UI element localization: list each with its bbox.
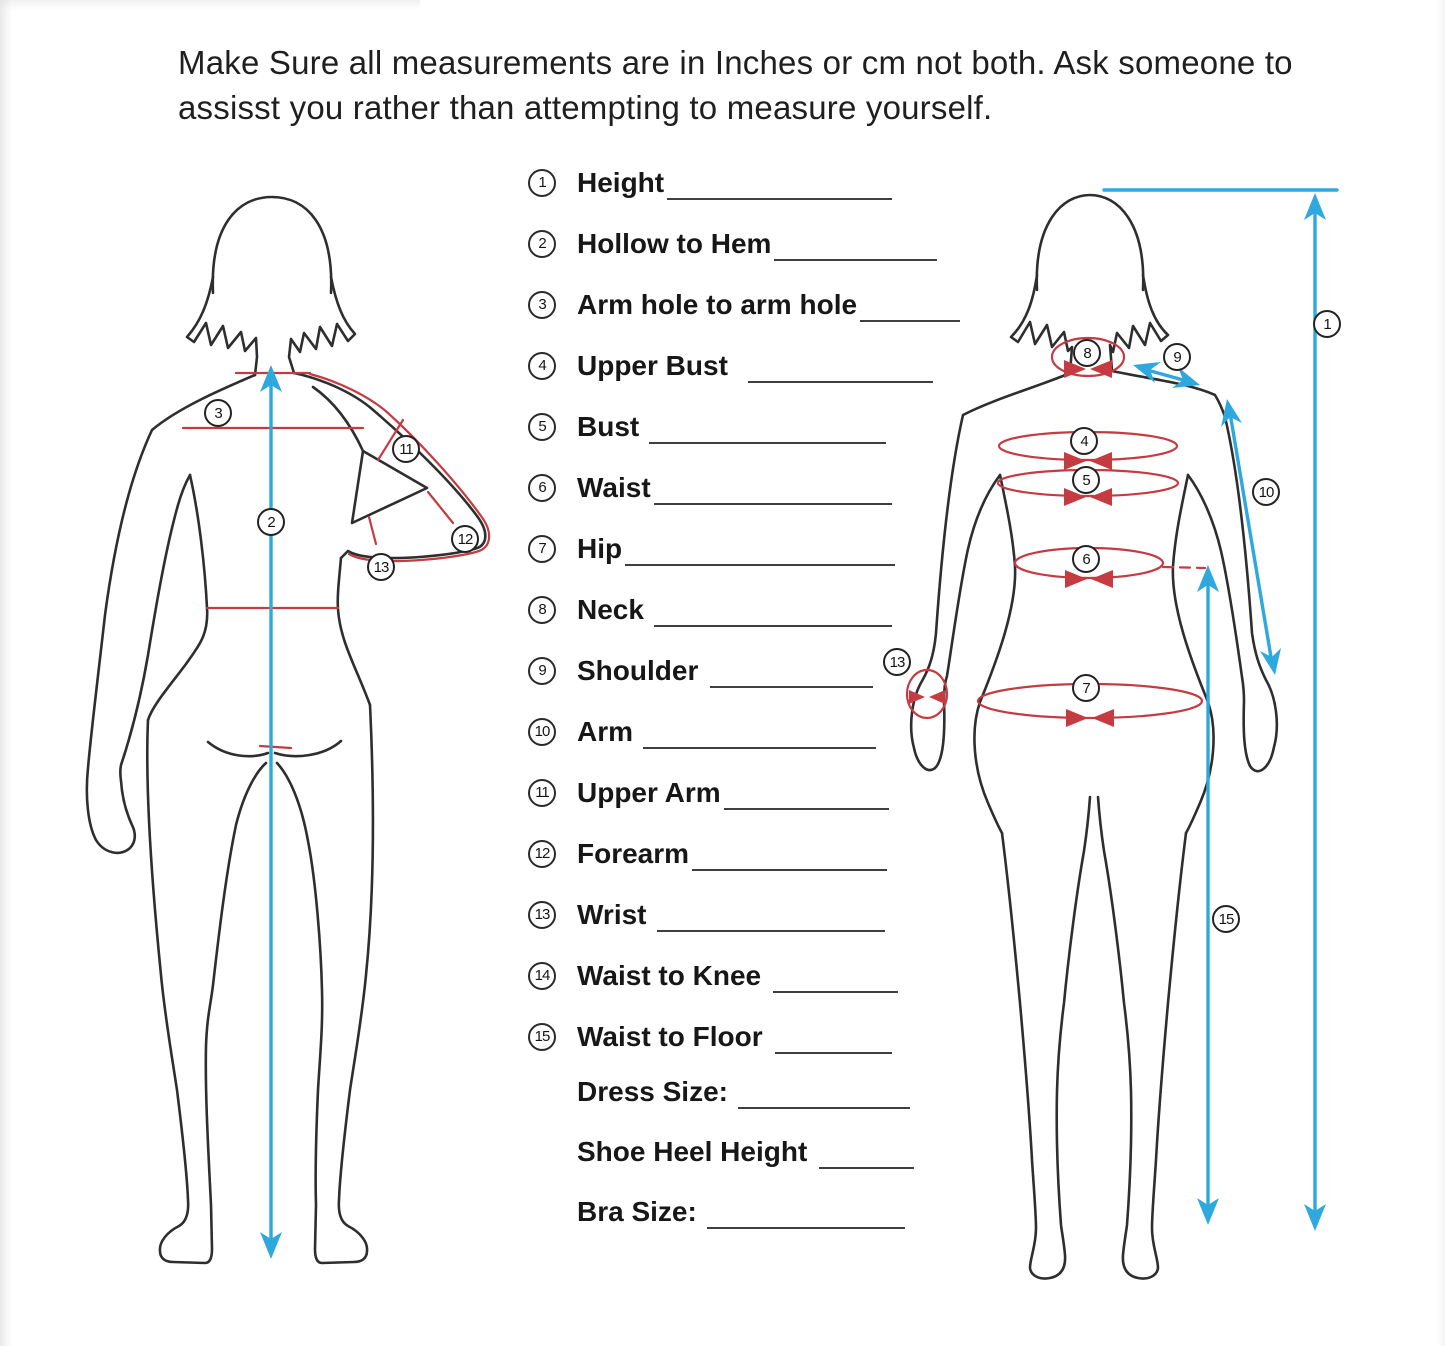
fill-in-blank — [773, 987, 898, 993]
front-blue-arrows — [1104, 190, 1337, 1231]
number-badge: 12 — [528, 840, 556, 868]
row-hip — [528, 518, 960, 579]
row-waist — [528, 457, 960, 518]
number-badge: 13 — [528, 901, 556, 929]
field-label: Dress Size: — [577, 1076, 728, 1107]
back-view-figure — [60, 185, 510, 1285]
row-armhole — [528, 274, 960, 335]
measurement-label: Height — [577, 166, 665, 198]
front-marker-wrist: 13 — [883, 648, 911, 676]
back-marker-upper-arm: 11 — [392, 435, 420, 463]
number-badge: 10 — [528, 718, 556, 746]
front-marker-arm: 10 — [1252, 478, 1280, 506]
field-label: Shoe Heel Height — [577, 1136, 808, 1167]
front-marker-waist-to-floor: 15 — [1212, 905, 1240, 933]
measurement-label: Bust — [577, 410, 640, 442]
number-badge: 4 — [528, 352, 556, 380]
measurement-label: Arm — [577, 715, 634, 747]
measurement-label: Shoulder — [577, 654, 699, 686]
front-marker-waist: 6 — [1072, 545, 1100, 573]
front-marker-neck: 8 — [1073, 339, 1101, 367]
measurement-label: Waist to Floor — [577, 1020, 763, 1052]
fill-in-blank — [649, 438, 886, 444]
row-dress-size — [577, 1062, 914, 1122]
number-badge: 7 — [528, 535, 556, 563]
row-neck — [528, 579, 960, 640]
back-height-arrow — [260, 365, 282, 1259]
row-waist-to-knee — [528, 945, 960, 1006]
scan-edge-top — [0, 0, 420, 10]
scan-edge-right — [1437, 0, 1445, 1346]
row-bust — [528, 396, 960, 457]
instruction-line-1: Make Sure all measurements are in Inches or cm not both. Ask someone to — [178, 44, 1293, 81]
row-hollow-to-hem — [528, 213, 960, 274]
measurement-label: Upper Arm — [577, 776, 721, 808]
fill-in-blank — [667, 194, 892, 200]
back-marker-armhole: 3 — [204, 399, 232, 427]
back-marker-forearm: 12 — [451, 525, 479, 553]
fill-in-blank — [738, 1103, 910, 1109]
fill-in-blank — [707, 1223, 905, 1229]
instruction-text — [178, 40, 1338, 130]
number-badge: 9 — [528, 657, 556, 685]
row-forearm — [528, 823, 960, 884]
measurement-label: Wrist — [577, 898, 647, 930]
back-body-outline — [87, 197, 485, 1263]
front-marker-bust: 5 — [1072, 466, 1100, 494]
back-marker-hollow-to-hem: 2 — [257, 508, 285, 536]
fill-in-blank — [643, 743, 876, 749]
fill-in-blank — [657, 926, 885, 932]
measurement-list — [528, 152, 960, 1067]
number-badge: 8 — [528, 596, 556, 624]
number-badge: 14 — [528, 962, 556, 990]
front-marker-height: 1 — [1313, 310, 1341, 338]
row-shoe-heel-height — [577, 1122, 914, 1182]
fill-in-blank — [724, 804, 889, 810]
front-marker-hip: 7 — [1072, 674, 1100, 702]
number-badge: 2 — [528, 230, 556, 258]
measurement-label: Upper Bust — [577, 349, 728, 381]
number-badge: 5 — [528, 413, 556, 441]
row-height — [528, 152, 960, 213]
number-badge: 1 — [528, 169, 556, 197]
instruction-line-2: assisst you rather than attempting to measure yourself. — [178, 89, 993, 126]
front-red-circumference-ellipses — [907, 338, 1205, 718]
fill-in-blank — [710, 682, 873, 688]
fill-in-blank — [692, 865, 887, 871]
measurement-label: Hollow to Hem — [577, 227, 772, 259]
row-bra-size — [577, 1182, 914, 1242]
row-upper-bust — [528, 335, 960, 396]
back-marker-wrist: 13 — [367, 553, 395, 581]
fill-in-blank — [625, 560, 895, 566]
front-marker-shoulder: 9 — [1163, 343, 1191, 371]
field-label: Bra Size: — [577, 1196, 697, 1227]
row-wrist — [528, 884, 960, 945]
fill-in-blank — [654, 499, 892, 505]
number-badge: 15 — [528, 1023, 556, 1051]
extra-fields — [577, 1062, 914, 1242]
fill-in-blank — [775, 1048, 892, 1054]
front-marker-upper-bust: 4 — [1070, 427, 1098, 455]
measurement-label: Hip — [577, 532, 623, 564]
measurement-label: Forearm — [577, 837, 690, 869]
number-badge: 3 — [528, 291, 556, 319]
measurement-label: Neck — [577, 593, 644, 625]
back-red-measure-lines — [183, 373, 489, 748]
front-view-figure — [900, 185, 1350, 1295]
number-badge: 11 — [528, 779, 556, 807]
scan-edge-left — [0, 0, 12, 1346]
fill-in-blank — [654, 621, 892, 627]
number-badge: 6 — [528, 474, 556, 502]
row-waist-to-floor — [528, 1006, 960, 1067]
row-upper-arm — [528, 762, 960, 823]
measurement-label: Arm hole to arm hole — [577, 288, 858, 320]
row-arm — [528, 701, 960, 762]
measurement-label: Waist — [577, 471, 651, 503]
measurement-label: Waist to Knee — [577, 959, 762, 991]
